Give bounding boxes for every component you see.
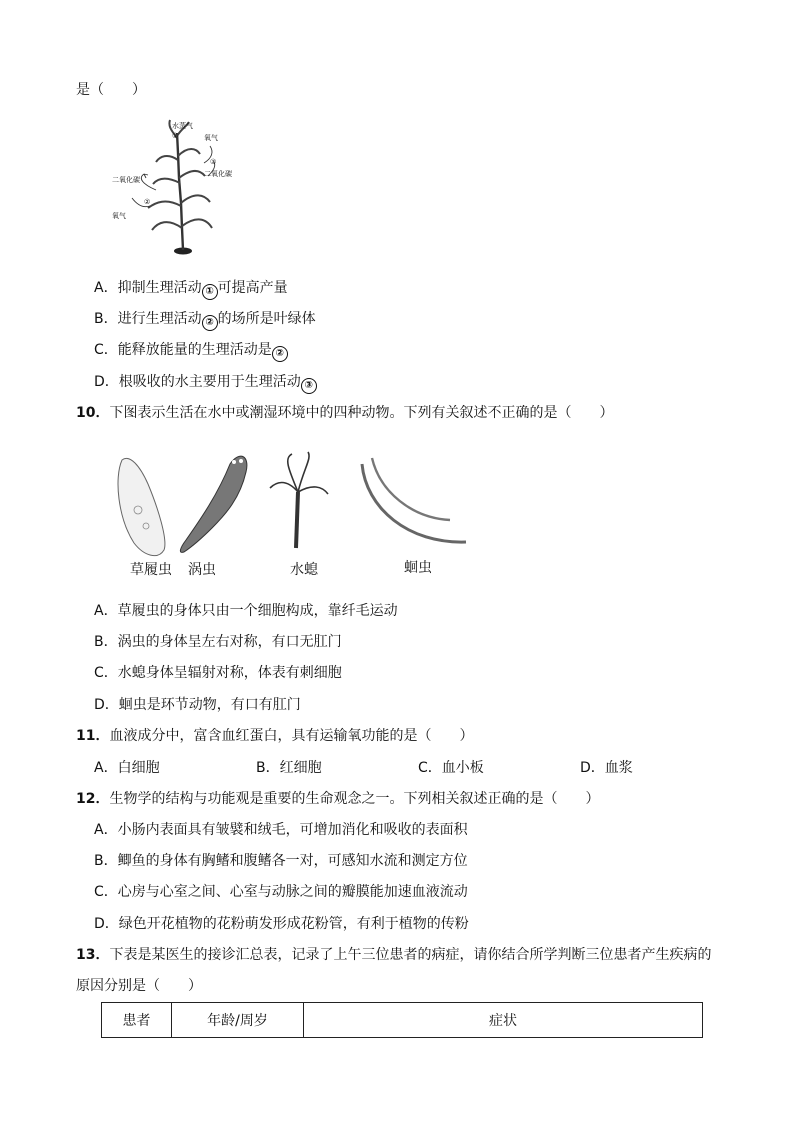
q12-stem — [76, 789, 599, 809]
animal-label-roundworm: 蛔虫 — [404, 560, 432, 576]
q10-option-c: C．水螅身体呈辐射对称，体表有刺细胞 — [94, 665, 342, 681]
question-text: 下表是某医生的接诊汇总表，记录了上午三位患者的病症，请你结合所学判断三位患者产生疾病的 — [109, 947, 712, 963]
question-number: 10． — [76, 405, 110, 421]
option-text: C．能释放能量的生理活动是 — [94, 342, 272, 358]
q13-stem-line2: 原因分别是（ ） — [76, 978, 202, 994]
circled-number: ② — [272, 346, 288, 362]
option-text: 可提高产量 — [217, 280, 288, 296]
circled-number: ① — [202, 284, 218, 300]
table-header-cell: 症状 — [304, 1003, 703, 1038]
q10-option-a: A．草履虫的身体只由一个细胞构成，靠纤毛运动 — [94, 603, 398, 619]
option-text: B．进行生理活动 — [94, 311, 202, 327]
q11-option-d: D．血浆 — [580, 760, 633, 776]
question-number: 12． — [76, 791, 110, 807]
table-header-cell: 年龄/周岁 — [172, 1003, 304, 1038]
table-header-row — [102, 1003, 703, 1038]
table-header-cell: 患者 — [102, 1003, 172, 1038]
circled-number: ③ — [301, 378, 317, 394]
animal-label-paramecium: 草履虫 — [130, 562, 172, 578]
q12-option-a: A．小肠内表面具有皱襞和绒毛，可增加消化和吸收的表面积 — [94, 822, 468, 838]
animal-label-hydra: 水螅 — [290, 562, 318, 578]
q9-option-b — [94, 309, 316, 331]
label-water-vapor: 水蒸气 — [172, 122, 193, 130]
q9-plant-figure — [108, 118, 248, 258]
q11-stem — [76, 726, 473, 746]
question-text: 血液成分中，富含血红蛋白，具有运输氧功能的是（ ） — [109, 728, 474, 744]
label-oxygen-top: 氧气 — [204, 134, 218, 142]
q12-option-c: C．心房与心室之间、心室与动脉之间的瓣膜能加速血液流动 — [94, 884, 468, 900]
option-text: 的场所是叶绿体 — [217, 311, 316, 327]
q11-option-b: B．红细胞 — [256, 760, 322, 776]
q10-option-b: B．涡虫的身体呈左右对称，有口无肛门 — [94, 634, 342, 650]
label-n2: ② — [144, 198, 151, 206]
q12-option-d: D．绿色开花植物的花粉萌发形成花粉管，有利于植物的传粉 — [94, 916, 469, 932]
option-text: D．根吸收的水主要用于生理活动 — [94, 374, 301, 390]
q11-option-c: C．血小板 — [418, 760, 484, 776]
label-co2-right: 二氧化碳 — [204, 170, 232, 178]
q9-option-d — [94, 372, 317, 394]
question-text: 生物学的结构与功能观是重要的生命观念之一。下列相关叙述正确的是（ ） — [109, 791, 600, 807]
option-text: A．抑制生理活动 — [94, 280, 202, 296]
q11-option-a: A．白细胞 — [94, 760, 160, 776]
label-n1: ① — [172, 132, 179, 140]
question-text: 下图表示生活在水中或潮湿环境中的四种动物。下列有关叙述不正确的是（ ） — [109, 405, 614, 421]
question-number: 11． — [76, 728, 110, 744]
circled-number: ② — [202, 315, 218, 331]
q13-table — [101, 1002, 703, 1038]
q9-option-a — [94, 278, 288, 300]
q12-option-b: B．鲫鱼的身体有胸鳍和腹鳍各一对，可感知水流和测定方位 — [94, 853, 468, 869]
q10-option-d: D．蛔虫是环节动物，有口有肛门 — [94, 697, 301, 713]
label-co2-left: 二氧化碳 — [112, 176, 140, 184]
q9-stem-tail: 是（ ） — [76, 82, 146, 98]
label-oxygen-bottom: 氧气 — [112, 212, 126, 220]
label-n3: ③ — [210, 158, 217, 166]
animal-label-planarian: 涡虫 — [188, 562, 216, 578]
question-number: 13． — [76, 947, 110, 963]
q10-stem — [76, 403, 613, 423]
q13-stem-line1 — [76, 945, 711, 965]
q9-option-c — [94, 340, 288, 362]
q10-animals-figure — [108, 448, 473, 583]
